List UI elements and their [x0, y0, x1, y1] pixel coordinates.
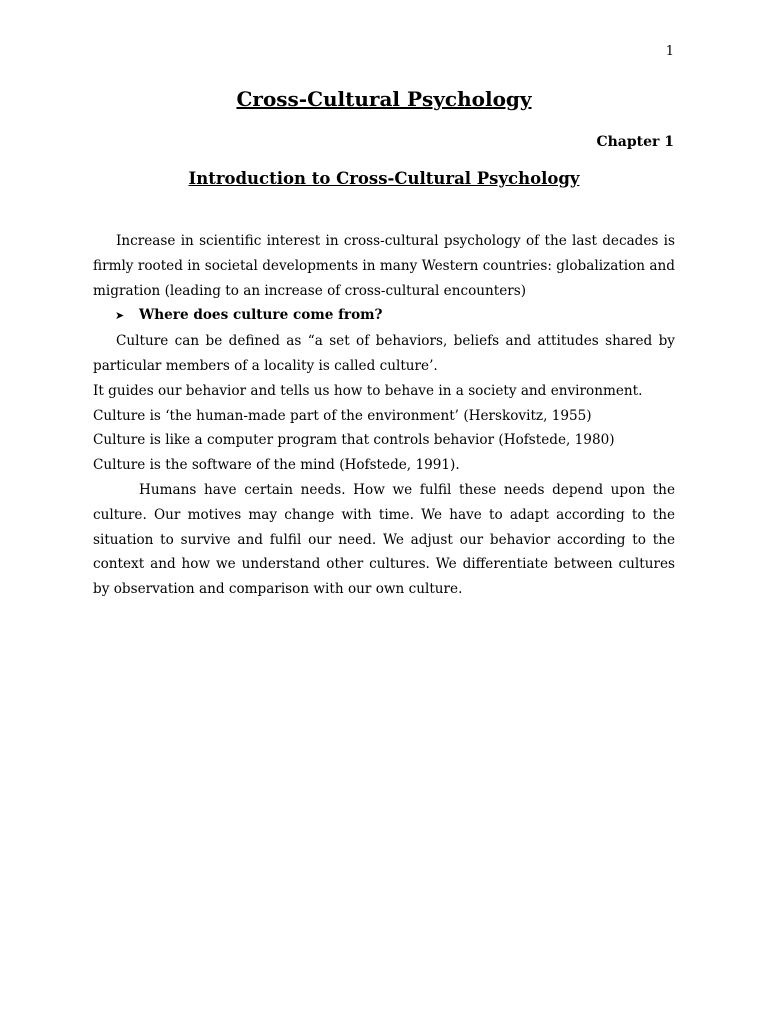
- section-heading: Introduction to Cross-Cultural Psychology: [188, 169, 580, 188]
- bullet-heading: Where does culture come from?: [139, 307, 383, 324]
- arrowhead-bullet-icon: ➤: [115, 309, 125, 323]
- bullet-heading-row: [93, 303, 675, 329]
- body-line: Culture is the software of the mind (Hofstede, 1991).: [93, 457, 460, 474]
- document-title: Cross-Cultural Psychology: [236, 87, 532, 111]
- body-line: Culture is like a computer program that controls behavior (Hofstede, 1980): [93, 432, 615, 449]
- page-number: 1: [665, 44, 674, 59]
- chapter-label: Chapter 1: [596, 134, 674, 150]
- intro-paragraph: Increase in scientific interest in cross-cultural psychology of the last decades is firmly rooted in societal developments in many Western countries: globalization and migration (leading to an increase of cross-cultural encounters): [93, 233, 675, 299]
- needs-paragraph: Humans have certain needs. How we fulfil these needs depend upon the culture. Our motives may change with time. We have to adapt according to the situation to survive and fulfil our need. We adjust our behavior according to the context and how we understand other cultures. We differentiate between cultures by observation and comparison with our own culture.: [93, 481, 675, 598]
- body-line: Culture is ‘the human-made part of the environment’ (Herskovitz, 1955): [93, 407, 592, 424]
- definition-paragraph: Culture can be defined as “a set of behaviors, beliefs and attitudes shared by particular members of a locality is called culture’.: [93, 333, 675, 374]
- document-body: [93, 229, 675, 602]
- body-line: It guides our behavior and tells us how to behave in a society and environment.: [93, 382, 643, 399]
